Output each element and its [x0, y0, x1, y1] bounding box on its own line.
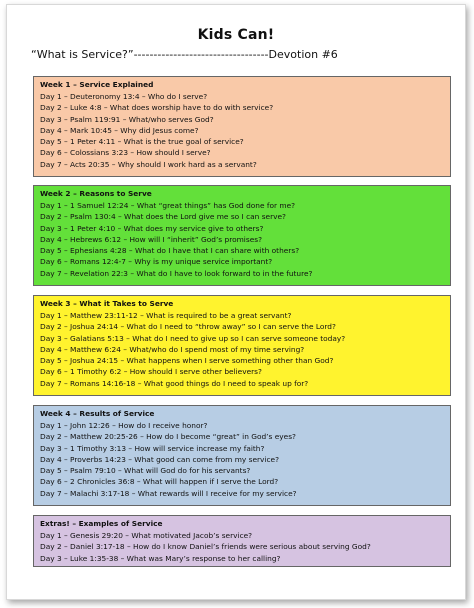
devotion-line: Day 4 – Hebrews 6:12 – How will I “inherit” God’s promises?	[40, 234, 263, 244]
devotion-line: Day 1 – Matthew 23:11-12 – What is required to be a great servant?	[40, 311, 292, 320]
devotion-line: Day 7 – Malachi 3:17-18 – What rewards will I receive for my service?	[40, 488, 297, 498]
page-subtitle: “What is Service?”----------------------------------Devotion #6	[31, 48, 338, 61]
devotion-line: Day 2 – Daniel 3:17-18 – How do I know Daniel’s friends were serious about serving God?	[40, 542, 371, 552]
devotion-line: Day 6 – 2 Chronicles 36:8 – What will happen if I serve the Lord?	[40, 477, 279, 487]
devotion-line: Day 2 – Joshua 24:14 – What do I need to “throw away” so I can serve the Lord?	[40, 322, 336, 332]
devotion-line: Day 6 – Colossians 3:23 – How should I serve?	[40, 148, 211, 158]
section-extras	[33, 515, 451, 567]
devotion-line: Day 4 – Matthew 6:24 – What/who do I spend most of my time serving?	[40, 344, 305, 354]
section-week-4	[33, 405, 451, 506]
section-heading: Week 1 – Service Explained	[40, 80, 154, 89]
devotion-line: Day 1 – John 12:26 – How do I receive honor?	[40, 421, 208, 430]
section-heading: Week 2 – Reasons to Serve	[40, 189, 152, 198]
devotion-line: Day 1 – 1 Samuel 12:24 – What “great things” has God done for me?	[40, 201, 296, 210]
devotion-line: Day 5 – Ephesians 4:28 – What do I have that I can share with others?	[40, 246, 300, 256]
devotion-line: Day 5 – 1 Peter 4:11 – What is the true goal of service?	[40, 137, 244, 147]
devotion-line: Day 2 – Matthew 20:25-26 – How do I become “great” in God’s eyes?	[40, 432, 296, 442]
section-week-2	[33, 185, 451, 286]
devotion-line: Day 4 – Mark 10:45 – Why did Jesus come?	[40, 125, 199, 135]
devotion-line: Day 3 – 1 Timothy 3:13 – How will service increase my faith?	[40, 443, 265, 453]
devotion-line: Day 7 – Revelation 22:3 – What do I have to look forward to in the future?	[40, 268, 313, 278]
section-heading: Week 4 – Results of Service	[40, 409, 155, 418]
section-heading: Extras! – Examples of Service	[40, 519, 163, 528]
section-heading: Week 3 – What it Takes to Serve	[40, 299, 174, 308]
document-page	[6, 4, 466, 600]
devotion-line: Day 1 – Deuteronomy 13:4 – Who do I serve?	[40, 92, 208, 101]
devotion-line: Day 6 – Romans 12:4-7 – Why is my unique service important?	[40, 257, 273, 267]
devotion-line: Day 5 – Psalm 79:10 – What will God do for his servants?	[40, 466, 251, 476]
section-week-3	[33, 295, 451, 396]
devotion-line: Day 2 – Psalm 130:4 – What does the Lord give me so I can serve?	[40, 212, 286, 222]
devotion-line: Day 3 – 1 Peter 4:10 – What does my service give to others?	[40, 223, 264, 233]
devotion-line: Day 3 – Luke 1:35-38 – What was Mary’s response to her calling?	[40, 553, 281, 563]
devotion-line: Day 3 – Psalm 119:91 – What/who serves God?	[40, 114, 214, 124]
devotion-line: Day 6 – 1 Timothy 6:2 – How should I serve other believers?	[40, 367, 262, 377]
devotion-line: Day 7 – Acts 20:35 – Why should I work hard as a servant?	[40, 159, 257, 169]
devotion-line: Day 4 – Proverbs 14:23 – What good can come from my service?	[40, 454, 280, 464]
devotion-line: Day 3 – Galatians 5:13 – What do I need to give up so I can serve someone today?	[40, 333, 346, 343]
devotion-line: Day 2 – Luke 4:8 – What does worship have to do with service?	[40, 103, 274, 113]
devotion-line: Day 1 – Genesis 29:20 – What motivated Jacob’s service?	[40, 531, 253, 540]
section-week-1	[33, 76, 451, 177]
devotion-line: Day 7 – Romans 14:16-18 – What good things do I need to speak up for?	[40, 378, 309, 388]
devotion-line: Day 5 – Joshua 24:15 – What happens when I serve something other than God?	[40, 356, 334, 366]
page-title: Kids Can!	[197, 27, 275, 43]
